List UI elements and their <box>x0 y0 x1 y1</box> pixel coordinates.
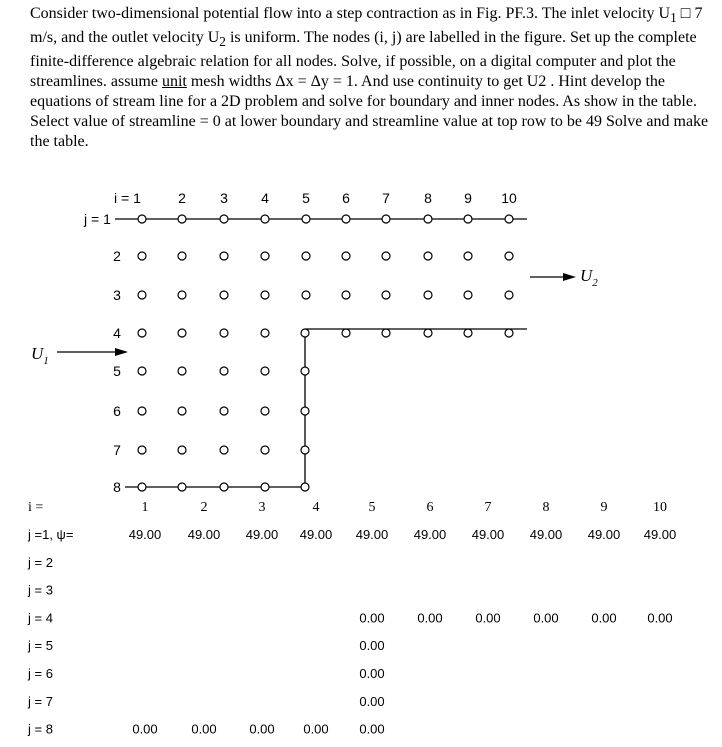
node-i2-j2 <box>178 252 186 260</box>
node-i5-j2 <box>302 252 310 260</box>
table-cell: 49.00 <box>529 527 563 542</box>
i-label-10: 10 <box>501 190 517 206</box>
inlet-arrow-head <box>115 348 128 356</box>
node-i5-j8 <box>301 483 309 491</box>
node-i1-j7 <box>138 446 146 454</box>
table-cell: 0.00 <box>359 721 385 737</box>
node-i1-j3 <box>138 291 146 299</box>
node-i4-j3 <box>261 291 269 299</box>
table-cell: 49.00 <box>245 527 279 542</box>
table-cell: 0.00 <box>359 638 385 654</box>
node-i2-j1 <box>178 215 186 223</box>
node-i6-j2 <box>342 252 350 260</box>
table-col-header-2: 2 <box>200 500 208 515</box>
node-i4-j7 <box>261 446 269 454</box>
table-cell: 0.00 <box>359 610 385 626</box>
node-i10-j4 <box>505 329 513 337</box>
j-axis-label: j = 1 <box>84 211 111 227</box>
table-cell: 49.00 <box>299 527 333 542</box>
table-cell: 49.00 <box>643 527 677 542</box>
table-cell: 49.00 <box>355 527 389 542</box>
i-label-8: 8 <box>424 190 432 206</box>
node-i4-j2 <box>261 252 269 260</box>
table-col-header-8: 8 <box>542 500 550 515</box>
table-row-label: j = 3 <box>28 582 53 598</box>
node-i5-j7 <box>301 446 309 454</box>
j-label-8: 8 <box>113 479 121 495</box>
node-i4-j6 <box>261 407 269 415</box>
table-cell: 0.00 <box>132 721 158 737</box>
table-row-label: j =1, ψ= <box>28 527 74 542</box>
node-i5-j4 <box>301 329 309 337</box>
table-cell: 49.00 <box>413 527 447 542</box>
table-cell: 0.00 <box>249 721 275 737</box>
table-cell: 0.00 <box>303 721 329 737</box>
streamline-table <box>0 497 722 747</box>
node-i1-j8 <box>138 483 146 491</box>
u1-label: $U_1$ <box>31 344 49 367</box>
table-cell: 0.00 <box>533 610 559 626</box>
node-i1-j4 <box>138 329 146 337</box>
node-i1-j1 <box>138 215 146 223</box>
i-label-6: 6 <box>342 190 350 206</box>
flow-arrows <box>31 266 598 367</box>
table-cell: 0.00 <box>417 610 443 626</box>
table-col-header-6: 6 <box>426 500 434 515</box>
node-i2-j5 <box>178 367 186 375</box>
table-cell: 49.00 <box>187 527 221 542</box>
node-i7-j4 <box>382 329 390 337</box>
node-i8-j4 <box>424 329 432 337</box>
j-label-7: 7 <box>113 442 121 458</box>
problem-text-4: mesh widths Δx = Δy = 1. And use continuity to get U2 . Hint develop the equations of stream line for a 2D problem and solve for boundary and inner nodes. As show in the table. Select value of streamline = 0 at lower boundary and streamline value at top row to be 49 Solve and make the table. <box>30 73 709 151</box>
table-cell: 49.00 <box>128 527 162 542</box>
node-i10-j3 <box>505 291 513 299</box>
node-i10-j1 <box>505 215 513 223</box>
grid-nodes <box>138 215 513 491</box>
i-label-5: 5 <box>302 190 310 206</box>
j-label-3: 3 <box>113 287 121 303</box>
table-col-header-3: 3 <box>258 500 266 515</box>
node-i8-j3 <box>424 291 432 299</box>
outlet-arrow-head <box>563 273 576 281</box>
node-i5-j3 <box>302 291 310 299</box>
node-i5-j6 <box>301 407 309 415</box>
i-label-2: 2 <box>178 190 186 206</box>
node-i2-j4 <box>178 329 186 337</box>
node-i3-j1 <box>220 215 228 223</box>
node-i1-j2 <box>138 252 146 260</box>
j-label-5: 5 <box>113 363 121 379</box>
table-col-header-10: 10 <box>653 500 667 515</box>
node-i6-j1 <box>342 215 350 223</box>
table-col-header-9: 9 <box>600 500 608 515</box>
table-cell: 0.00 <box>359 666 385 681</box>
table-cell: 0.00 <box>475 610 501 626</box>
table-col-header-4: 4 <box>312 500 320 515</box>
table-cell: 49.00 <box>471 527 505 542</box>
node-i2-j8 <box>178 483 186 491</box>
node-i5-j5 <box>301 367 309 375</box>
table-row-label: j = 6 <box>28 666 53 681</box>
table-row-label: j = 4 <box>28 610 53 626</box>
table-row-label: j = 8 <box>28 721 53 737</box>
node-i1-j5 <box>138 367 146 375</box>
node-i6-j3 <box>342 291 350 299</box>
table-cell: 0.00 <box>191 721 217 737</box>
node-i9-j2 <box>464 252 472 260</box>
node-i2-j6 <box>178 407 186 415</box>
problem-text-1: Consider two-dimensional potential flow into a step contraction as in Fig. PF.3. The inlet velocity U <box>30 5 671 22</box>
grid-labels <box>83 190 517 495</box>
node-i9-j1 <box>464 215 472 223</box>
node-i1-j6 <box>138 407 146 415</box>
i-label-7: 7 <box>382 190 390 206</box>
table-row-label: j = 7 <box>28 693 53 709</box>
node-i2-j3 <box>178 291 186 299</box>
table-col-header-1: 1 <box>141 500 149 515</box>
j-label-6: 6 <box>113 403 121 419</box>
node-i4-j1 <box>261 215 269 223</box>
node-i2-j7 <box>178 446 186 454</box>
table-cell: 49.00 <box>587 527 621 542</box>
problem-text-3: is uniform. The nodes (i, j) are labelled in the figure. Set up the complete finite-difference algebraic relation for all nodes. Solve, if possible, on a digital computer and plot the streamlines. assume <box>30 29 697 91</box>
problem-sub-1: 1 <box>670 10 677 26</box>
table-col-header-7: 7 <box>484 500 492 515</box>
node-i8-j1 <box>424 215 432 223</box>
table-i-label: i = <box>28 500 44 515</box>
node-i3-j4 <box>220 329 228 337</box>
node-i9-j4 <box>464 329 472 337</box>
i-axis-label: i = 1 <box>114 190 141 206</box>
node-i3-j8 <box>220 483 228 491</box>
table-cell: 0.00 <box>359 693 385 709</box>
table-row-label: j = 2 <box>28 554 53 570</box>
problem-underlined-word: unit <box>161 73 187 91</box>
j-label-2: 2 <box>113 248 121 264</box>
node-i3-j3 <box>220 291 228 299</box>
node-i3-j2 <box>220 252 228 260</box>
node-i7-j1 <box>382 215 390 223</box>
node-i7-j3 <box>382 291 390 299</box>
table-row-label: j = 5 <box>28 638 53 654</box>
node-i7-j2 <box>382 252 390 260</box>
i-label-3: 3 <box>220 190 228 206</box>
node-i10-j2 <box>505 252 513 260</box>
node-i3-j7 <box>220 446 228 454</box>
node-i5-j1 <box>302 215 310 223</box>
j-label-4: 4 <box>113 325 121 341</box>
node-i4-j8 <box>261 483 269 491</box>
table-cell: 0.00 <box>591 610 617 626</box>
table-cell: 0.00 <box>647 610 673 626</box>
node-i4-j4 <box>261 329 269 337</box>
i-label-9: 9 <box>464 190 472 206</box>
node-i3-j5 <box>220 367 228 375</box>
node-i8-j2 <box>424 252 432 260</box>
node-i6-j4 <box>342 329 350 337</box>
node-i4-j5 <box>261 367 269 375</box>
u2-label: $U_2$ <box>580 266 598 289</box>
table-col-header-5: 5 <box>368 500 376 515</box>
node-i9-j3 <box>464 291 472 299</box>
i-label-4: 4 <box>261 190 269 206</box>
node-i3-j6 <box>220 407 228 415</box>
problem-text-2: □ 7 m/s, and the outlet velocity U <box>30 5 703 47</box>
problem-sub-2: 2 <box>219 34 226 50</box>
